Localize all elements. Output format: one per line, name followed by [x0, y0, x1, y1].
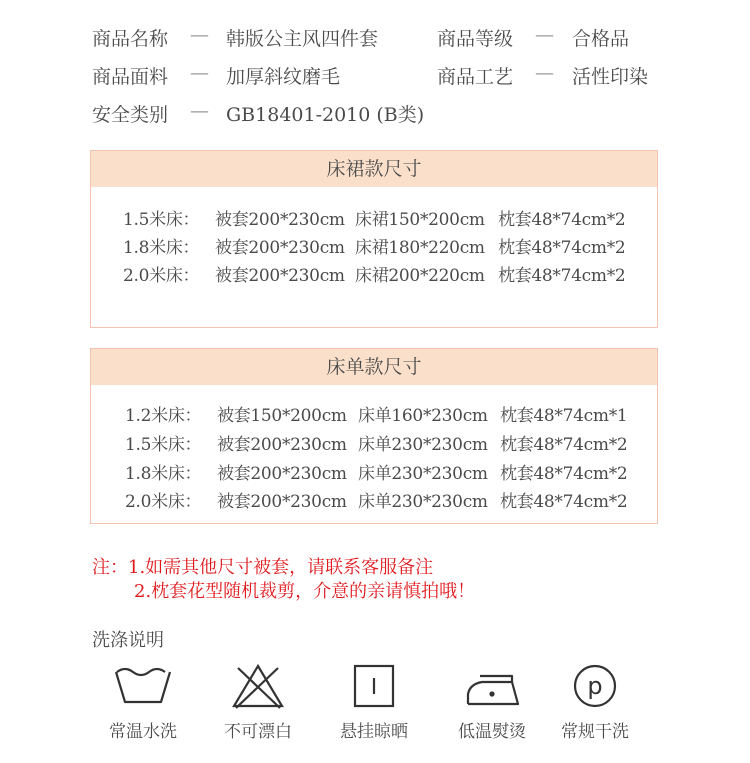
- quilt-size: 被套200*230cm: [217, 492, 347, 512]
- size-row: [91, 261, 657, 285]
- spec-label: 商品名称: [92, 28, 169, 50]
- spec-value: GB18401-2010 (B类): [226, 104, 425, 126]
- size-row: [91, 459, 657, 483]
- spec-dash: —: [535, 62, 554, 84]
- pillow-size: 枕套48*74cm*2: [500, 464, 628, 484]
- pillow-size: 枕套48*74cm*1: [500, 406, 628, 426]
- quilt-size: 被套200*230cm: [217, 464, 347, 484]
- pillow-size: 枕套48*74cm*2: [498, 266, 626, 286]
- sheet-size: 床裙150*200cm: [355, 210, 485, 230]
- spec-label: 安全类别: [92, 104, 169, 126]
- pillow-size: 枕套48*74cm*2: [498, 210, 626, 230]
- sheet-size: 床裙200*220cm: [355, 266, 485, 286]
- sheet-size-title: 床单款尺寸: [91, 349, 657, 385]
- bed-size: 1.8米床：: [123, 238, 200, 258]
- sheet-size: 床单230*230cm: [358, 435, 488, 455]
- bed-size: 1.5米床：: [125, 435, 202, 455]
- spec-row: [0, 100, 750, 126]
- spec-label: 商品工艺: [437, 66, 514, 88]
- quilt-size: 被套200*230cm: [217, 435, 347, 455]
- hang-dry-label: 悬挂晾晒: [340, 722, 408, 742]
- wash-basin-icon: [113, 662, 173, 712]
- spec-label: 商品面料: [92, 66, 169, 88]
- quilt-size: 被套200*230cm: [215, 210, 345, 230]
- wash-label: 常温水洗: [109, 722, 177, 742]
- spec-value: 活性印染: [572, 66, 649, 88]
- size-row: [91, 233, 657, 257]
- spec-dash: —: [190, 24, 209, 46]
- skirt-size-title: 床裙款尺寸: [91, 151, 657, 187]
- spec-value: 加厚斜纹磨毛: [226, 66, 341, 88]
- no-bleach-label: 不可漂白: [224, 722, 292, 742]
- sheet-size: 床单160*230cm: [358, 406, 488, 426]
- size-row: [91, 401, 657, 425]
- skirt-size-box: [90, 150, 658, 328]
- spec-row: [0, 62, 750, 88]
- hang-dry-icon: [344, 662, 404, 712]
- size-row: [91, 205, 657, 229]
- washing-title: 洗涤说明: [92, 630, 164, 651]
- dry-clean-label: 常规干洗: [561, 722, 629, 742]
- spec-label: 商品等级: [437, 28, 514, 50]
- note-line-1: 注：1.如需其他尺寸被套，请联系客服备注: [92, 557, 434, 578]
- size-row: [91, 487, 657, 511]
- size-row: [91, 430, 657, 454]
- spec-dash: —: [535, 24, 554, 46]
- pillow-size: 枕套48*74cm*2: [500, 492, 628, 512]
- quilt-size: 被套150*200cm: [217, 406, 347, 426]
- pillow-size: 枕套48*74cm*2: [500, 435, 628, 455]
- bed-size: 1.8米床：: [125, 464, 202, 484]
- spec-value: 合格品: [572, 28, 630, 50]
- pillow-size: 枕套48*74cm*2: [498, 238, 626, 258]
- spec-dash: —: [190, 62, 209, 84]
- quilt-size: 被套200*230cm: [215, 238, 345, 258]
- sheet-size: 床裙180*220cm: [355, 238, 485, 258]
- low-iron-icon: [462, 662, 522, 712]
- no-bleach-icon: [228, 662, 288, 712]
- spec-value: 韩版公主风四件套: [226, 28, 379, 50]
- spec-dash: —: [190, 100, 209, 122]
- bed-size: 1.2米床：: [125, 406, 202, 426]
- quilt-size: 被套200*230cm: [215, 266, 345, 286]
- spec-row: [0, 24, 750, 50]
- dry-clean-icon: [565, 662, 625, 712]
- bed-size: 2.0米床：: [125, 492, 202, 512]
- sheet-size-box: [90, 348, 658, 524]
- sheet-size: 床单230*230cm: [358, 492, 488, 512]
- bed-size: 2.0米床：: [123, 266, 200, 286]
- bed-size: 1.5米床：: [123, 210, 200, 230]
- dry-clean-symbol: p: [587, 672, 603, 700]
- low-iron-label: 低温熨烫: [458, 722, 526, 742]
- sheet-size: 床单230*230cm: [358, 464, 488, 484]
- note-line-2: 2.枕套花型随机裁剪，介意的亲请慎拍哦！: [134, 581, 476, 602]
